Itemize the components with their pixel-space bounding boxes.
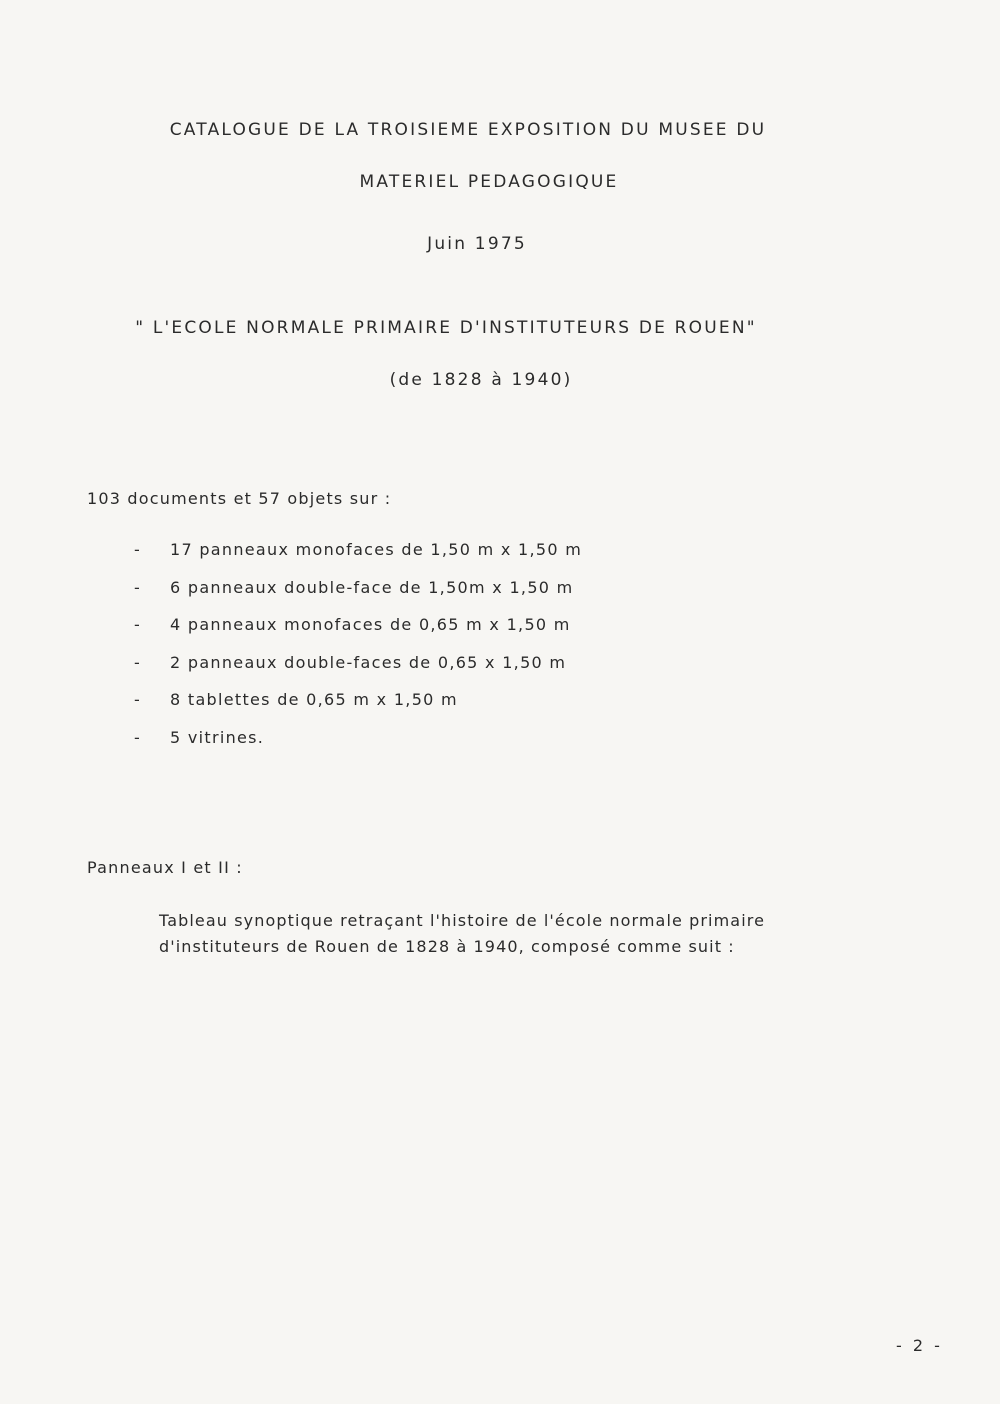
list-item-text: 8 tablettes de 0,65 m x 1,50 m <box>170 690 458 709</box>
list-item-text: 4 panneaux monofaces de 0,65 m x 1,50 m <box>170 615 571 634</box>
list-dash: - <box>134 690 142 709</box>
list-item <box>134 690 582 728</box>
exhibition-period-text: (de 1828 à 1940) <box>389 370 573 390</box>
list-item-text: 6 panneaux double-face de 1,50m x 1,50 m <box>170 577 574 597</box>
exhibition-date-text: Juin 1975 <box>427 234 527 254</box>
catalogue-heading-text-2: MATERIEL PEDAGOGIQUE <box>359 172 619 192</box>
documents-summary: 103 documents et 57 objets sur : <box>87 489 392 508</box>
list-item-text: 17 panneaux monofaces de 1,50 m x 1,50 m <box>170 540 583 559</box>
list-item-text: 2 panneaux double-faces de 0,65 x 1,50 m <box>170 652 567 672</box>
list-item <box>134 653 582 691</box>
list-item <box>134 540 582 578</box>
catalogue-heading-text-1: CATALOGUE DE LA TROISIEME EXPOSITION DU MUSEE DU <box>169 120 767 140</box>
panels-heading: Panneaux I et II : <box>87 858 243 877</box>
list-item <box>134 728 582 766</box>
list-dash: - <box>134 577 142 597</box>
page-number: - 2 - <box>896 1336 943 1355</box>
list-item-text: 5 vitrines. <box>170 727 265 747</box>
list-dash: - <box>134 540 142 559</box>
list-item <box>134 615 582 653</box>
exhibition-title-text: " L'ECOLE NORMALE PRIMAIRE D'INSTITUTEURS DE ROUEN" <box>135 318 757 338</box>
list-dash: - <box>134 727 142 747</box>
equipment-list <box>134 540 582 765</box>
panels-description: Tableau synoptique retraçant l'histoire de l'école normale primaire d'instituteurs de Rouen de 1828 à 1940, composé comme suit : <box>159 911 766 956</box>
list-dash: - <box>134 652 142 672</box>
list-item <box>134 578 582 616</box>
list-dash: - <box>134 615 142 634</box>
